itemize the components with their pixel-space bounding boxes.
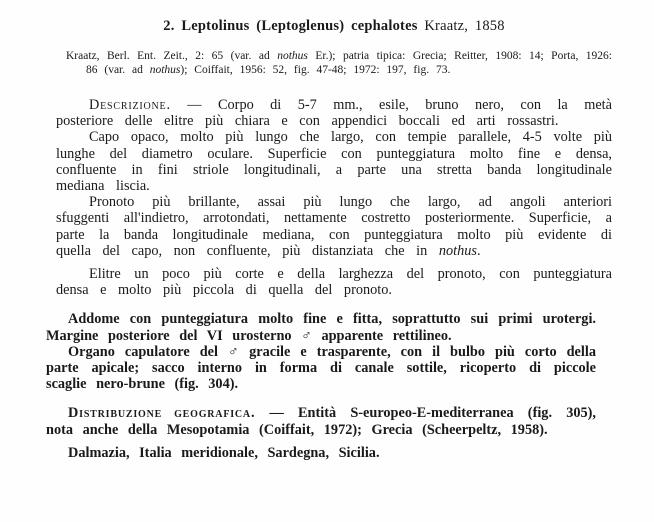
taxon-name-italic: nothus (277, 50, 308, 62)
addome-text: Addome con punteggiatura molto fine e fitta, soprattutto sui primi urotergi. Margine posteriore del VI urosterno ♂ apparente rettilineo. (46, 311, 596, 344)
distribution-section (46, 405, 612, 461)
reference-text: ); Coiffait, 1956: 52, fig. 47-48; 1972: 197, fig. 73. (180, 64, 451, 76)
descrizione-text: — Corpo di 5-7 mm., esile, bruno nero, con la metà posteriore delle elitre più chiara e con appendici boccali ed arti rossastri. (56, 97, 612, 130)
pronoto-text: Pronoto più brillante, assai più lungo che largo, ad angoli anteriori sfuggenti all'indietro, arrotondati, nettamente costretto posteriormente. Superficie, a parte la banda longitudinale mediana, con punteggiatura molto più evidente di quella del capo, non confluente, più distanziata che in (56, 194, 612, 259)
capo-text: Capo opaco, molto più lungo che largo, con tempie parallele, 4-5 volte più lunghe del diametro oculare. Superficie con punteggiatura molto fine e densa, confluente in fini striole longitudinali, a parte una stretta banda longitudinale mediana liscia. (56, 129, 612, 195)
paragraph-localities (46, 445, 596, 461)
species-author-year: Kraatz, 1858 (417, 18, 505, 34)
abdomen-section (46, 311, 612, 393)
distribuzione-label: Distribuzione geografica. (68, 405, 256, 422)
paragraph-pronoto (56, 194, 612, 259)
paragraph-addome (46, 311, 596, 343)
paragraph-distribuzione (46, 405, 596, 437)
paragraph-descrizione (56, 97, 612, 129)
species-heading (56, 18, 612, 35)
page-body (46, 97, 612, 461)
distribuzione-text: — Entità S-europeo-E-mediterranea (fig. 305), nota anche della Mesopotamia (Coiffait, 1972); Grecia (Scheerpeltz, 1958). (46, 405, 596, 438)
pronoto-text-end: . (477, 242, 481, 259)
species-name: 2. Leptolinus (Leptoglenus) cephalotes (163, 18, 418, 34)
description-section (56, 97, 612, 298)
descrizione-label: Descrizione. (89, 97, 171, 113)
elitre-text: Elitre un poco più corte e della larghezza del pronoto, con punteggiatura densa e molto più piccola di quella del pronoto. (56, 266, 612, 299)
localities-text: Dalmazia, Italia meridionale, Sardegna, Sicilia. (68, 444, 380, 461)
paragraph-organo (46, 344, 596, 393)
paragraph-elitre (56, 266, 612, 298)
taxon-name-italic: nothus (438, 242, 477, 259)
reference-text: Kraatz, Berl. Ent. Zeit., 2: 65 (var. ad (66, 50, 278, 62)
paragraph-capo (56, 129, 612, 194)
taxon-name-italic: nothus (149, 64, 181, 76)
organo-text: Organo capulatore del ♂ gracile e trasparente, con il bulbo più corto della parte apicale; sacco interno in forma di canale sottile, ricoperto di piccole scaglie nero-brune (fig. 304). (46, 343, 596, 393)
reference-text: Er.); patria tipica: Grecia; Reitter, 1908: 14; Porta, 1926: 86 (var. ad (86, 50, 613, 76)
reference-citation (66, 49, 612, 77)
